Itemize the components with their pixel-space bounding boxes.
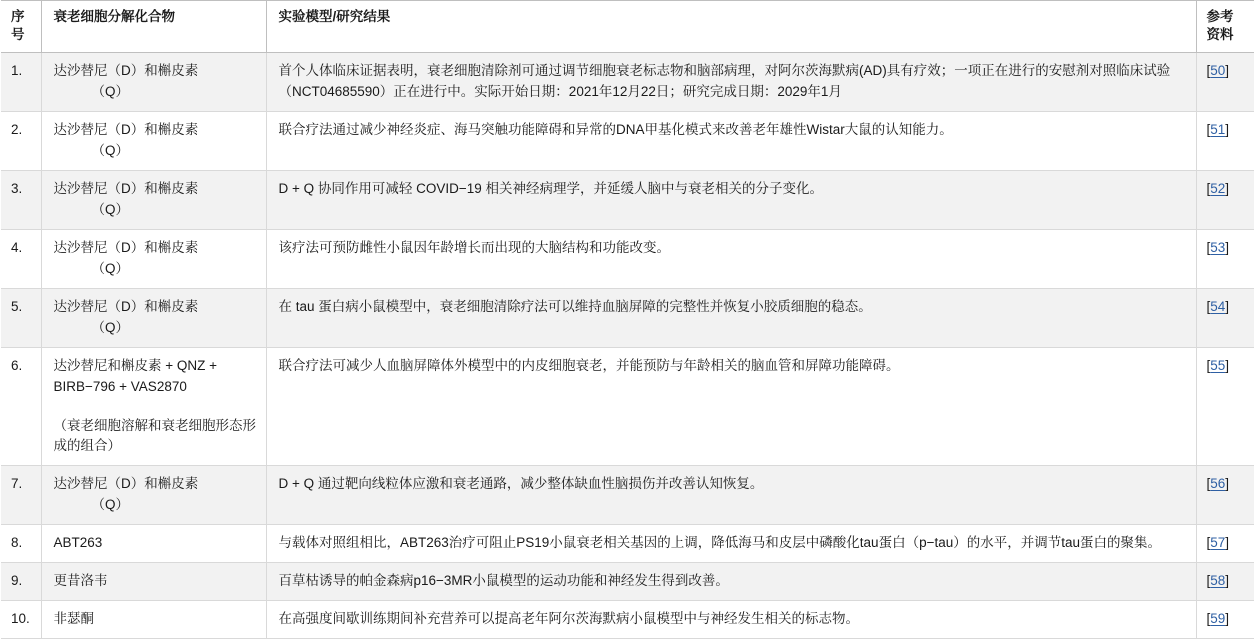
table-row [1, 53, 1254, 112]
table-body [1, 53, 1254, 639]
reference-link[interactable]: 55 [1210, 357, 1226, 373]
compound-line-1: 达沙替尼（D）和槲皮素 [53, 181, 199, 197]
column-header-reference-line1: 参考 [1206, 9, 1234, 24]
row-model: D + Q 协同作用可减轻 COVID−19 相关神经病理学，并延缓人脑中与衰老相关的分子变化。 [266, 171, 1196, 230]
compound-line-2: （Q） [91, 319, 130, 335]
row-compound [41, 525, 266, 563]
row-model: 在 tau 蛋白病小鼠模型中，衰老细胞清除疗法可以维持血脑屏障的完整性并恢复小胶质细胞的稳态。 [266, 288, 1196, 347]
table-row [1, 229, 1254, 288]
row-reference[interactable]: [50] [1196, 53, 1254, 112]
compound-line-1: 达沙替尼（D）和槲皮素 [53, 298, 199, 314]
table-row [1, 347, 1254, 466]
row-reference[interactable]: [52] [1196, 171, 1254, 230]
compound-line-1: 更昔洛韦 [53, 573, 108, 589]
reference-link[interactable]: 51 [1210, 122, 1226, 138]
table-row [1, 563, 1254, 601]
row-compound [41, 288, 266, 347]
table-row [1, 601, 1254, 639]
column-header-compound: 衰老细胞分解化合物 [41, 1, 266, 53]
row-model: D + Q 通过靶向线粒体应激和衰老通路，减少整体缺血性脑损伤并改善认知恢复。 [266, 466, 1196, 525]
row-number: 2. [1, 112, 41, 171]
reference-link[interactable]: 57 [1210, 535, 1226, 551]
reference-link[interactable]: 59 [1210, 611, 1226, 627]
compound-line-1: 非瑟酮 [53, 611, 94, 627]
compound-line-2: BIRB−796 + VAS2870 [53, 378, 187, 394]
column-header-number-line2: 号 [11, 27, 25, 43]
row-compound [41, 229, 266, 288]
row-reference[interactable]: [51] [1196, 112, 1254, 171]
column-header-reference-line2: 资料 [1206, 27, 1234, 43]
row-compound [41, 112, 266, 171]
compound-line-1: 达沙替尼（D）和槲皮素 [53, 476, 199, 492]
row-compound [41, 601, 266, 639]
column-header-number [1, 1, 41, 53]
reference-link[interactable]: 56 [1210, 476, 1226, 492]
row-reference[interactable]: [58] [1196, 563, 1254, 601]
row-reference[interactable]: [53] [1196, 229, 1254, 288]
compound-line-1: 达沙替尼（D）和槲皮素 [53, 239, 199, 255]
row-reference[interactable]: [59] [1196, 601, 1254, 639]
compound-line-1: ABT263 [53, 535, 103, 551]
compound-line-1: 达沙替尼（D）和槲皮素 [53, 122, 199, 138]
row-model: 在高强度间歇训练期间补充营养可以提高老年阿尔茨海默病小鼠模型中与神经发生相关的标志物。 [266, 601, 1196, 639]
table-row [1, 525, 1254, 563]
row-number: 3. [1, 171, 41, 230]
row-model: 百草枯诱导的帕金森病p16−3MR小鼠模型的运动功能和神经发生得到改善。 [266, 563, 1196, 601]
row-number: 5. [1, 288, 41, 347]
row-compound [41, 347, 266, 466]
row-number: 4. [1, 229, 41, 288]
row-model: 首个人体临床证据表明，衰老细胞清除剂可通过调节细胞衰老标志物和脑部病理，对阿尔茨海默病(AD)具有疗效；一项正在进行的安慰剂对照临床试验（NCT04685590）正在进行中。实际开始日期：2021年12月22日；研究完成日期：2029年1月 [266, 53, 1196, 112]
row-number: 9. [1, 563, 41, 601]
reference-link[interactable]: 52 [1210, 181, 1226, 197]
table-row [1, 112, 1254, 171]
row-number: 7. [1, 466, 41, 525]
reference-link[interactable]: 50 [1210, 63, 1226, 79]
row-reference[interactable]: [56] [1196, 466, 1254, 525]
row-reference[interactable]: [54] [1196, 288, 1254, 347]
column-header-number-line1: 序 [11, 9, 25, 24]
row-model: 联合疗法可减少人血脑屏障体外模型中的内皮细胞衰老，并能预防与年龄相关的脑血管和屏障功能障碍。 [266, 347, 1196, 466]
table-row [1, 466, 1254, 525]
compound-line-2: （Q） [91, 497, 130, 513]
row-number: 10. [1, 601, 41, 639]
row-reference[interactable]: [57] [1196, 525, 1254, 563]
compound-note: （衰老细胞溶解和衰老细胞形态形成的组合） [53, 417, 256, 454]
table-header-row [1, 1, 1254, 53]
table-row [1, 288, 1254, 347]
column-header-model: 实验模型/研究结果 [266, 1, 1196, 53]
row-compound [41, 53, 266, 112]
senolytic-compounds-table [1, 0, 1254, 639]
row-model: 该疗法可预防雌性小鼠因年龄增长而出现的大脑结构和功能改变。 [266, 229, 1196, 288]
row-model: 与载体对照组相比，ABT263治疗可阻止PS19小鼠衰老相关基因的上调，降低海马和皮层中磷酸化tau蛋白（p−tau）的水平，并调节tau蛋白的聚集。 [266, 525, 1196, 563]
table-header [1, 1, 1254, 53]
reference-link[interactable]: 54 [1210, 298, 1226, 314]
column-header-reference [1196, 1, 1254, 53]
compound-line-2: （Q） [91, 84, 130, 100]
row-compound [41, 563, 266, 601]
row-compound [41, 466, 266, 525]
compound-line-2: （Q） [91, 143, 130, 159]
reference-link[interactable]: 53 [1210, 239, 1226, 255]
row-number: 6. [1, 347, 41, 466]
row-compound [41, 171, 266, 230]
compound-line-1: 达沙替尼（D）和槲皮素 [53, 63, 199, 79]
row-reference[interactable]: [55] [1196, 347, 1254, 466]
row-model: 联合疗法通过减少神经炎症、海马突触功能障碍和异常的DNA甲基化模式来改善老年雄性Wistar大鼠的认知能力。 [266, 112, 1196, 171]
row-number: 1. [1, 53, 41, 112]
reference-link[interactable]: 58 [1210, 573, 1226, 589]
table-row [1, 171, 1254, 230]
row-number: 8. [1, 525, 41, 563]
compound-line-2: （Q） [91, 202, 130, 218]
compound-line-1: 达沙替尼和槲皮素 + QNZ + [53, 357, 218, 373]
compound-line-2: （Q） [91, 260, 130, 276]
